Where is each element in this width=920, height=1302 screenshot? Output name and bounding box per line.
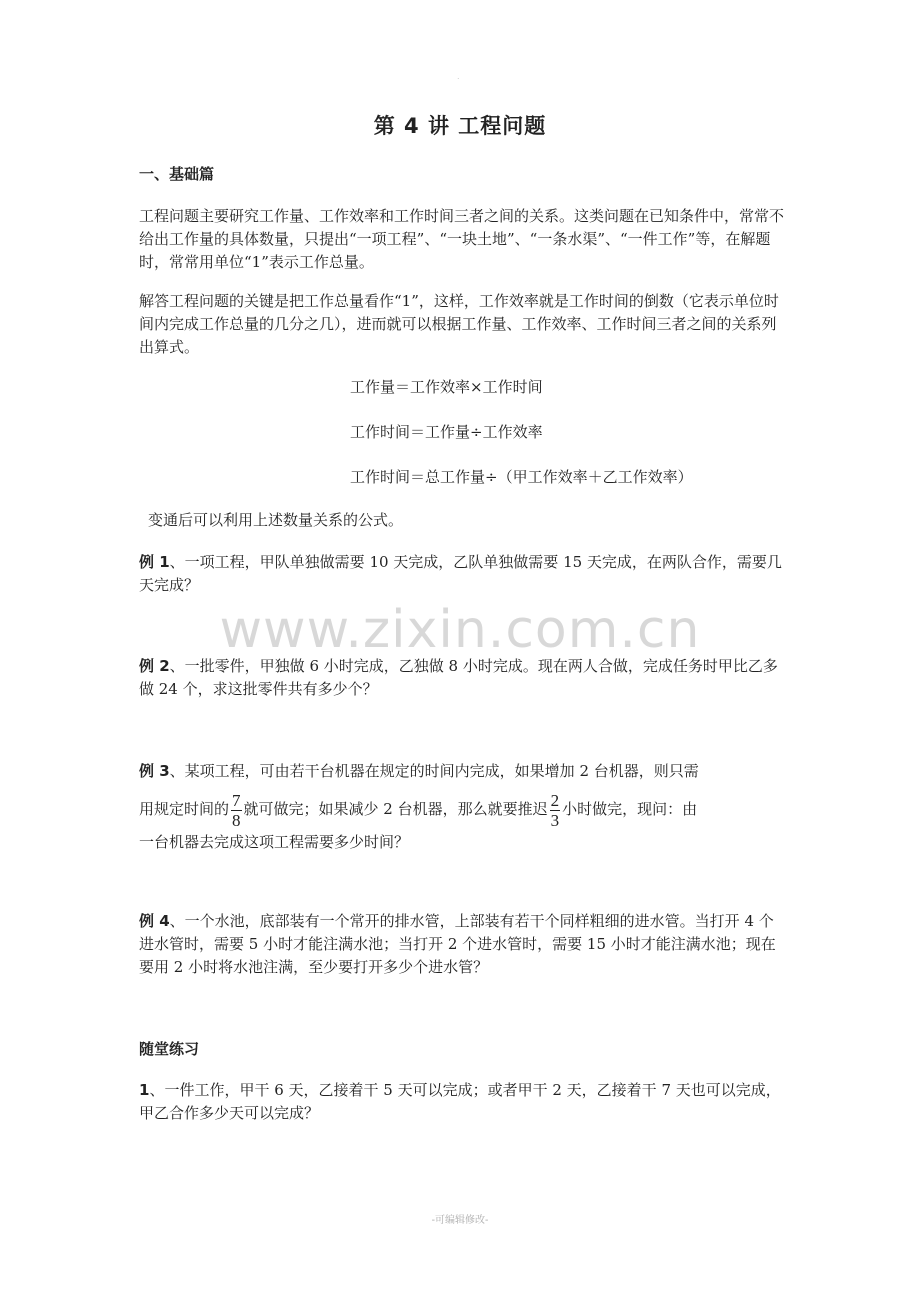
- example-text: 、一批零件，甲独做 6 小时完成，乙独做 8 小时完成。现在两人合做，完成任务时甲比乙多做 24 个，求这批零件共有多少个？: [139, 657, 778, 698]
- example-label: 例 3: [139, 762, 170, 780]
- header-mark: .: [457, 72, 460, 81]
- example-label: 例 4: [139, 912, 170, 930]
- page-title: 第 4 讲 工程问题: [373, 114, 547, 138]
- formula-1: 工作量＝工作效率×工作时间: [350, 378, 543, 396]
- formula-2: 工作时间＝工作量÷工作效率: [350, 423, 543, 441]
- watermark: www.zixin.com.cn: [219, 600, 701, 660]
- example-3-line-3: 一台机器去完成这项工程需要多少时间？: [139, 833, 410, 851]
- practice-label: 1: [139, 1081, 150, 1099]
- fraction-seven-eighths: $\frac{7}{8}$: [232, 790, 241, 830]
- example-2: [139, 655, 787, 701]
- formula-3: 工作时间＝总工作量÷（甲工作效率＋乙工作效率）: [350, 468, 693, 486]
- practice-text: 、一件工作，甲干 6 天，乙接着干 5 天可以完成；或者甲干 2 天，乙接着干 7 天也可以完成，甲乙合作多少天可以完成？: [139, 1081, 781, 1122]
- example-label: 例 1: [139, 553, 170, 571]
- section-heading-practice: 随堂练习: [139, 1040, 200, 1058]
- fraction-two-thirds: $\frac{2}{3}$: [550, 790, 560, 830]
- example-label: 例 2: [139, 657, 170, 675]
- example-1: [139, 551, 787, 597]
- practice-1: [139, 1079, 787, 1125]
- example-3-line-2: 用规定时间的 $\frac{7}{8}$ 就可做完；如果减少 2 台机器，那么就要推迟 $\frac{2}{3}$ 小时做完，现问：由: [139, 790, 698, 830]
- example-3: [139, 760, 787, 854]
- intro-paragraph-1: 工程问题主要研究工作量、工作效率和工作时间三者之间的关系。这类问题在已知条件中，常常不给出工作量的具体数量，只提出“一项工程”、“一块土地”、“一条水渠”、“一件工作”等，在解题时，常常用单位“1”表示工作总量。: [139, 207, 785, 271]
- page-footer: -可编辑修改-: [431, 1215, 489, 1226]
- example-text: 、一个水池，底部装有一个常开的排水管，上部装有若干个同样粗细的进水管。当打开 4 个进水管时，需要 5 小时才能注满水池；当打开 2 个进水管时，需要 15 小时才能注满水池；现在要用 2 小时将水池注满，至少要打开多少个进水管？: [139, 912, 776, 976]
- intro-paragraph-2: 解答工程问题的关键是把工作总量看作“1”，这样，工作效率就是工作时间的倒数（它表示单位时间内完成工作总量的几分之几），进而就可以根据工作量、工作效率、工作时间三者之间的关系列出算式。: [139, 292, 779, 356]
- example-text: 、一项工程，甲队单独做需要 10 天完成，乙队单独做需要 15 天完成，在两队合作，需要几天完成？: [139, 553, 782, 594]
- example-3-line-1: 例 3、某项工程，可由若干台机器在规定的时间内完成，如果增加 2 台机器，则只需: [139, 762, 699, 780]
- section-heading-basic: 一、基础篇: [139, 165, 215, 183]
- example-4: [139, 910, 787, 979]
- formula-note: 变通后可以利用上述数量关系的公式。: [148, 511, 404, 529]
